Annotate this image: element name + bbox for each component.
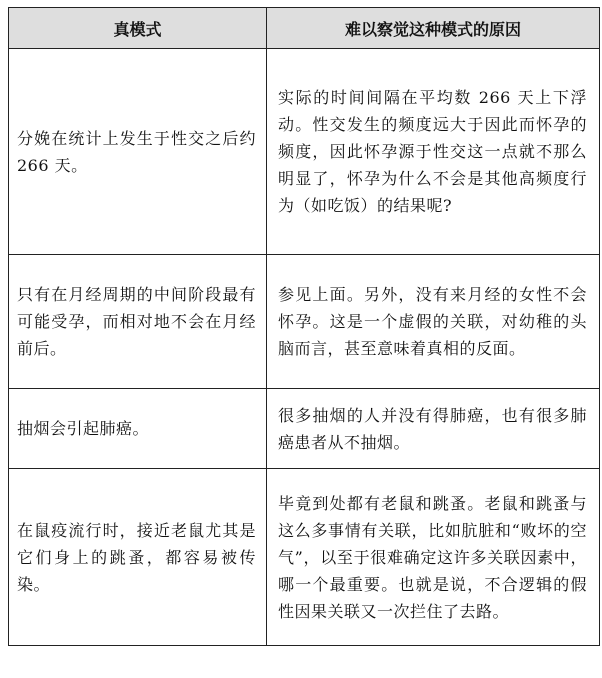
reason-cell: 参见上面。另外，没有来月经的女性不会怀孕。这是一个虚假的关联，对幼稚的头脑而言，甚至意味着真相的反面。 [267, 255, 600, 389]
header-reason: 难以察觉这种模式的原因 [267, 8, 600, 49]
table-row [9, 49, 600, 255]
table-row [9, 389, 600, 469]
pattern-cell: 只有在月经周期的中间阶段最有可能受孕，而相对地不会在月经前后。 [9, 255, 267, 389]
pattern-table [8, 7, 600, 646]
pattern-cell: 分娩在统计上发生于性交之后约 266 天。 [9, 49, 267, 255]
reason-cell: 很多抽烟的人并没有得肺癌，也有很多肺癌患者从不抽烟。 [267, 389, 600, 469]
pattern-cell: 抽烟会引起肺癌。 [9, 389, 267, 469]
reason-cell: 毕竟到处都有老鼠和跳蚤。老鼠和跳蚤与这么多事情有关联，比如肮脏和“败坏的空气”，以至于很难确定这许多关联因素中，哪一个最重要。也就是说，不合逻辑的假性因果关联又一次拦住了去路。 [267, 469, 600, 646]
pattern-cell: 在鼠疫流行时，接近老鼠尤其是它们身上的跳蚤，都容易被传染。 [9, 469, 267, 646]
header-true-pattern: 真模式 [9, 8, 267, 49]
table-header-row [9, 8, 600, 49]
reason-cell: 实际的时间间隔在平均数 266 天上下浮动。性交发生的频度远大于因此而怀孕的频度，因此怀孕源于性交这一点就不那么明显了，怀孕为什么不会是其他高频度行为（如吃饭）的结果呢? [267, 49, 600, 255]
table-row [9, 469, 600, 646]
table-row [9, 255, 600, 389]
